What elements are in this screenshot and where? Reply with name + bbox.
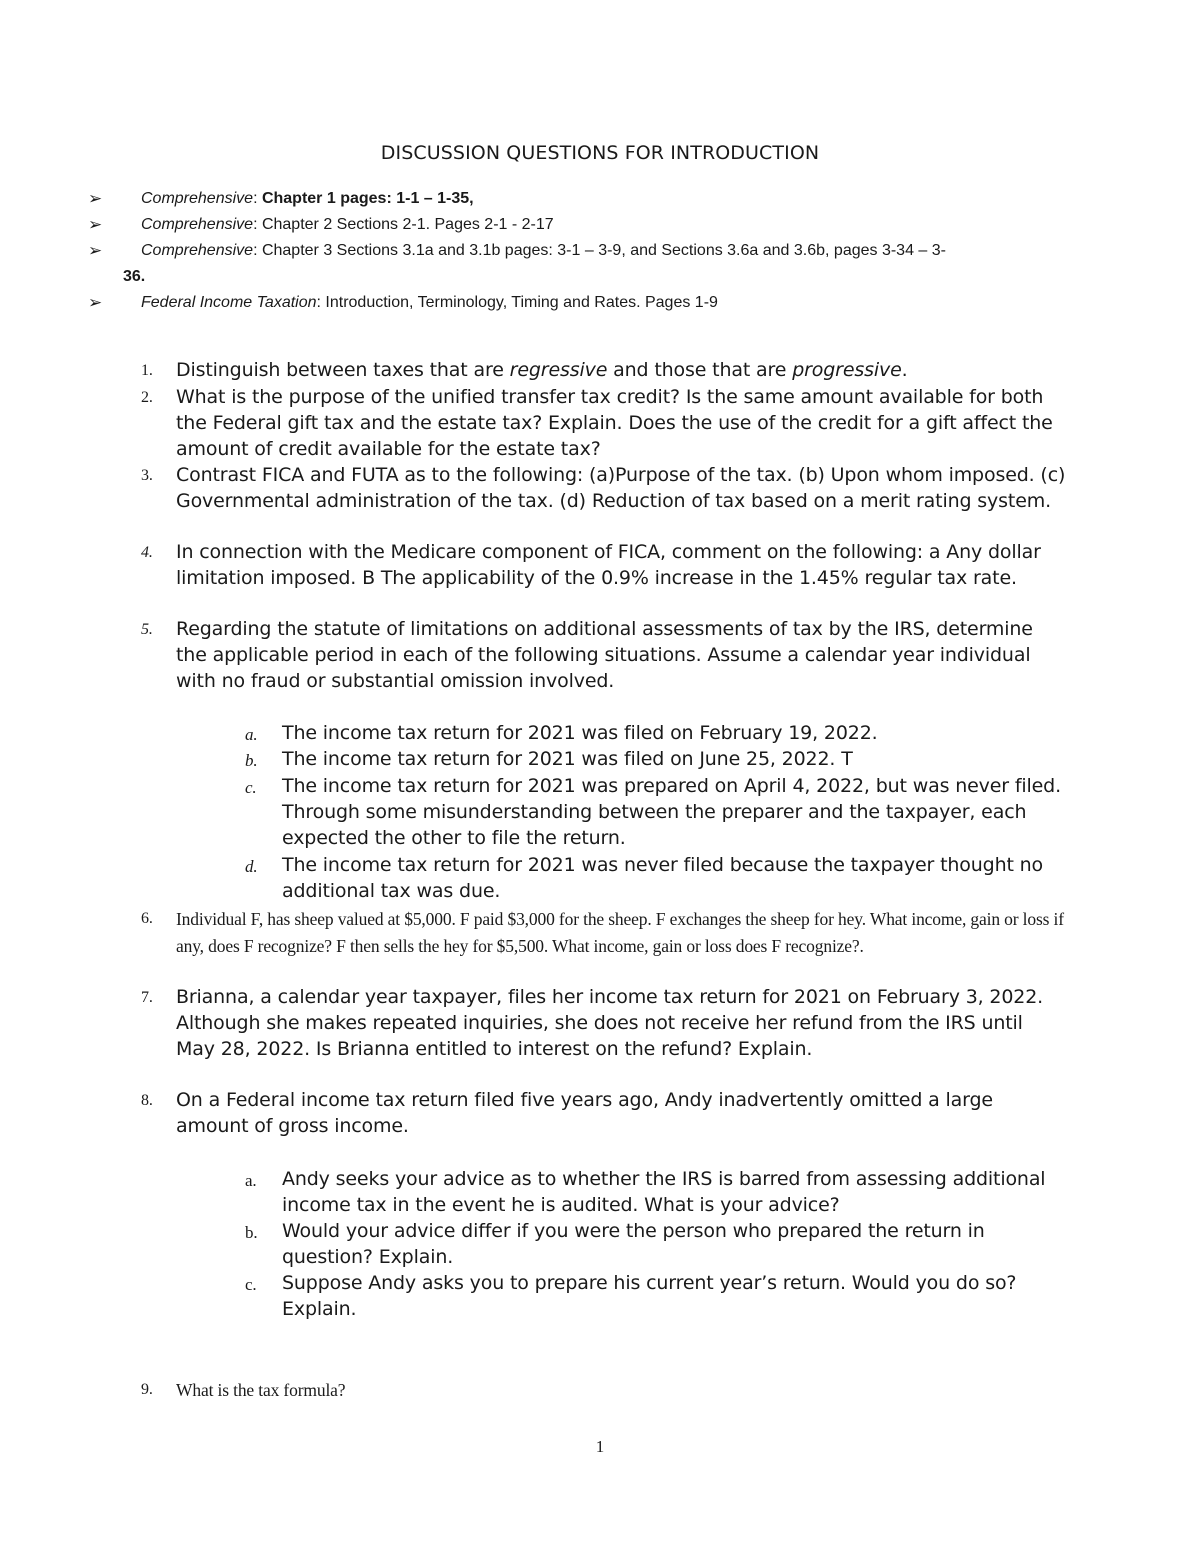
sub-letter: c. xyxy=(245,1275,257,1294)
question-8: 8. On a Federal income tax return filed five years ago, Andy inadvertently omitted a large amount of gross income. xyxy=(141,1089,993,1137)
question-number: 7. xyxy=(141,989,153,1006)
question-3: 3. Contrast FICA and FUTA as to the following: (a)Purpose of the tax. (b) Upon whom imposed. (c) Governmental administration of the tax. (d) Reduction of tax based on a merit rating system. xyxy=(141,464,1066,512)
sub-question-5c: c. The income tax return for 2021 was prepared on April 4, 2022, but was never filed. Through some misunderstanding between the preparer and the taxpayer, each expected the other to file the return. xyxy=(245,775,1061,849)
question-number: 5. xyxy=(141,621,153,638)
arrow-bullet-icon: ➢ xyxy=(88,215,103,235)
question-number: 8. xyxy=(141,1092,153,1109)
question-6: 6. Individual F, has sheep valued at $5,000. F paid $3,000 for the sheep. F exchanges the sheep for hey. What income, gain or loss if any, does F recognize? F then sells the hey for $5,500. What income, gain or loss does F recognize?. xyxy=(176,906,1066,959)
reading-item: ➢ Comprehensive: Chapter 1 pages: 1-1 – 1-35, xyxy=(0,186,1200,212)
sub-letter: d. xyxy=(245,857,258,876)
sub-letter: b. xyxy=(245,751,258,770)
sub-question-8b: b. Would your advice differ if you were the person who prepared the return in question? Explain. xyxy=(245,1220,985,1268)
reading-item: ➢ Comprehensive: Chapter 2 Sections 2-1. Pages 2-1 - 2-17 xyxy=(0,212,1200,238)
question-2: 2. What is the purpose of the unified transfer tax credit? Is the same amount available for both the Federal gift tax and the estate tax? Explain. Does the use of the credit for a gift affect the amount of credit available for the estate tax? xyxy=(141,386,1053,460)
question-number: 2. xyxy=(141,389,153,406)
sub-letter: c. xyxy=(245,778,257,797)
reading-item: ➢ Federal Income Taxation: Introduction, Terminology, Timing and Rates. Pages 1-9 xyxy=(0,290,1200,316)
arrow-bullet-icon: ➢ xyxy=(88,241,103,261)
sub-letter: a. xyxy=(245,1171,257,1190)
reading-item: ➢ Comprehensive: Chapter 3 Sections 3.1a and 3.1b pages: 3-1 – 3-9, and Sections 3.6a and 3.6b, pages 3-34 – 3- 36. xyxy=(0,238,1200,290)
sub-question-8c: c. Suppose Andy asks you to prepare his current year’s return. Would you do so? Explain. xyxy=(245,1272,1017,1320)
question-5: 5. Regarding the statute of limitations on additional assessments of tax by the IRS, determine the applicable period in each of the following situations. Assume a calendar year individual with no fraud or substantial omission involved. xyxy=(141,618,1033,692)
question-number: 6. xyxy=(141,910,153,927)
sub-letter: b. xyxy=(245,1223,258,1242)
arrow-bullet-icon: ➢ xyxy=(88,189,103,209)
question-number: 9. xyxy=(141,1381,153,1398)
reading-list xyxy=(0,186,1200,316)
sub-question-5a: a. The income tax return for 2021 was filed on February 19, 2022. xyxy=(282,721,1062,747)
page-number: 1 xyxy=(595,1437,605,1456)
question-number: 1. xyxy=(141,362,153,379)
question-number: 4. xyxy=(141,544,153,561)
question-7: 7. Brianna, a calendar year taxpayer, files her income tax return for 2021 on February 3, 2022. Although she makes repeated inquiries, she does not receive her refund from the IRS until May 28, 2022. Is Brianna entitled to interest on the refund? Explain. xyxy=(141,986,1044,1060)
question-9: 9. What is the tax formula? xyxy=(176,1377,1056,1404)
page-title: DISCUSSION QUESTIONS FOR INTRODUCTION xyxy=(380,142,820,164)
sub-letter: a. xyxy=(245,725,258,744)
question-1: 1. Distinguish between taxes that are regressive and those that are progressive. xyxy=(176,358,1076,384)
question-4: 4. In connection with the Medicare component of FICA, comment on the following: a Any dollar limitation imposed. B The applicability of the 0.9% increase in the 1.45% regular tax rate. xyxy=(141,541,1041,589)
sub-question-5d: d. The income tax return for 2021 was never filed because the taxpayer thought no additional tax was due. xyxy=(245,854,1044,902)
question-number: 3. xyxy=(141,467,153,484)
sub-question-8a: a. Andy seeks your advice as to whether the IRS is barred from assessing additional income tax in the event he is audited. What is your advice? xyxy=(245,1168,1046,1216)
arrow-bullet-icon: ➢ xyxy=(88,293,103,313)
sub-question-5b: b. The income tax return for 2021 was filed on June 25, 2022. T xyxy=(282,747,1062,773)
